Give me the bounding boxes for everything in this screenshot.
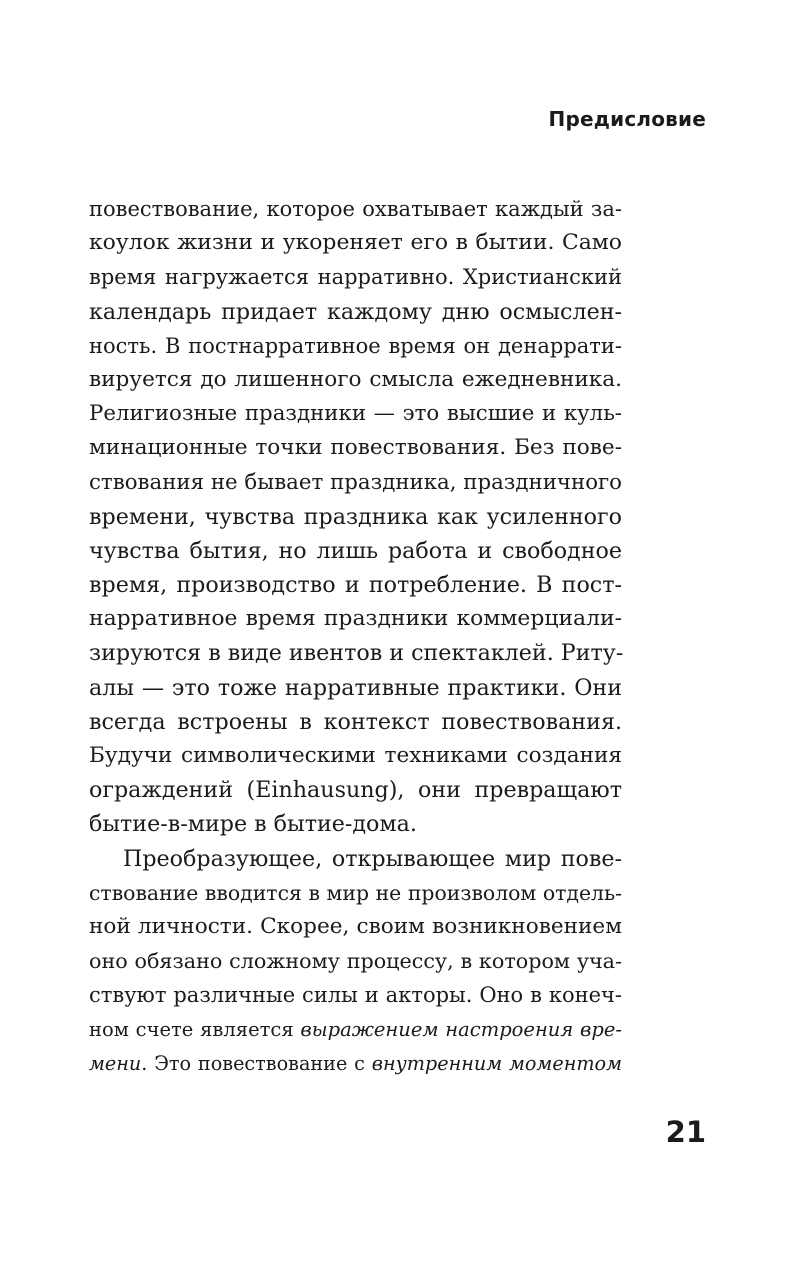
- text-line: бытие-в-мире в бытие-дома.: [89, 811, 417, 838]
- text-line-mixed: [89, 1013, 622, 1047]
- text-line: ствование вводится в мир не произволом отдель-: [89, 880, 622, 905]
- text-line: Религиозные праздники — это высшие и куль-: [89, 401, 622, 427]
- text-line: вируется до лишенного смысла ежедневника.: [89, 366, 622, 392]
- text-line: чувства бытия, но лишь работа и свободное: [89, 537, 622, 564]
- page-number: 21: [665, 1115, 706, 1149]
- text-line: Преобразующее, открывающее мир пове-: [123, 845, 622, 872]
- text-line: время нагружается нарративно. Христианский: [89, 265, 622, 290]
- italic-emphasis: внутренним моментом: [371, 1051, 622, 1075]
- text-line: всегда встроены в контекст повествования.: [89, 708, 622, 735]
- text-line: ной личности. Скорее, своим возникновением: [89, 913, 622, 939]
- text-line: коулок жизни и укореняет его в бытии. Само: [89, 230, 622, 256]
- text-line: ствования не бывает праздника, праздничного: [89, 469, 622, 495]
- running-header: Предисловие: [548, 107, 706, 131]
- text-line: календарь придает каждому дню осмыслен-: [89, 298, 622, 325]
- text-line: ствуют различные силы и акторы. Оно в конеч-: [89, 983, 622, 1008]
- text-line: нарративное время праздники коммерциали-: [89, 606, 622, 632]
- text-line: время, производство и потребление. В пост-: [89, 572, 622, 599]
- text-line: оно обязано сложному процессу, в котором уча-: [89, 949, 622, 974]
- text-line: алы — это тоже нарративные практики. Они: [89, 674, 622, 701]
- italic-emphasis: мени: [89, 1051, 142, 1075]
- text-line: ность. В постнарративное время он денаррати-: [89, 333, 622, 358]
- text-line: зируются в виде ивентов и спектаклей. Риту-: [89, 640, 624, 667]
- text-line-mixed: [89, 1047, 622, 1081]
- text-run: ном счете является: [89, 1017, 301, 1041]
- text-line: времени, чувства праздника как усиленного: [89, 503, 622, 530]
- paragraph-2: [89, 842, 622, 1081]
- text-line: Будучи символическими техниками создания: [89, 743, 622, 768]
- text-line: минационные точки повествования. Без пове-: [89, 435, 622, 461]
- paragraph-1: [89, 192, 622, 842]
- italic-emphasis: выражением настроения вре-: [300, 1017, 622, 1041]
- text-line: повествование, которое охватывает каждый за-: [89, 197, 622, 221]
- body-text: [89, 192, 622, 1081]
- text-line: ограждений (Einhausung), они превращают: [89, 777, 622, 804]
- text-run: . Это повествование с: [141, 1051, 372, 1075]
